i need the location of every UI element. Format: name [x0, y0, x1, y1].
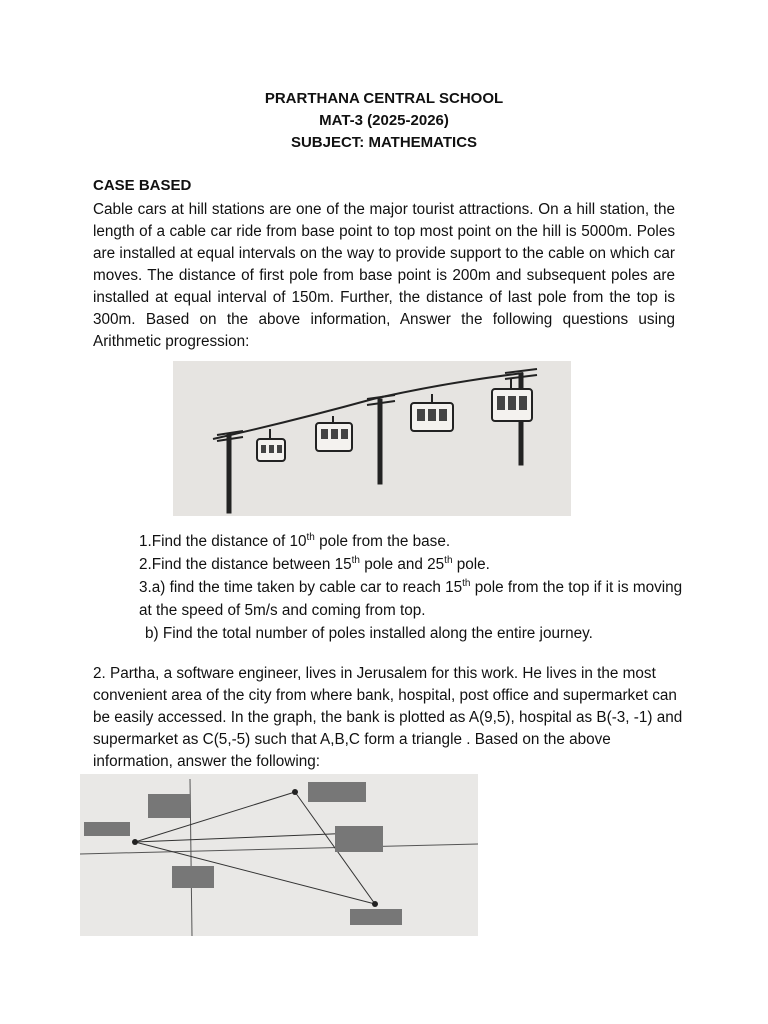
subject-line: SUBJECT: MATHEMATICS — [290, 134, 478, 151]
question-2: 2.Find the distance between 15th pole and 25th pole. — [139, 554, 490, 573]
case-based-heading: CASE BASED — [93, 177, 192, 194]
question-3a: 3.a) find the time taken by cable car to reach 15th pole from the top if it is moving at the speed of 5m/s and coming from top. — [139, 577, 683, 619]
exam-code: MAT-3 (2025-2026) — [319, 112, 449, 129]
cable-car-illustration — [173, 361, 571, 516]
question-3b: b) Find the total number of poles installed along the entire journey. — [145, 625, 593, 642]
cable-car-drawing — [173, 361, 571, 516]
problem-2-paragraph: 2. Partha, a software engineer, lives in Jerusalem for this work. He lives in the most convenient area of the city from where bank, hospital, post office and supermarket can be easily accessed. In the graph, the bank is plotted as A(9,5), hospital as B(-3, -1) and supermarket as C(5,-5) such that A,B,C form a triangle . Based on the above information, answer the following: — [93, 665, 683, 770]
coordinate-graph-image — [80, 774, 478, 936]
question-list — [139, 530, 699, 645]
question-1: 1.Find the distance of 10th pole from the base. — [139, 531, 451, 550]
case-paragraph: Cable cars at hill stations are one of the major tourist attractions. On a hill station, the length of a cable car ride from base point to top most point on the hill is 5000m. Poles are installed at equal intervals on the way to provide support to the cable on which car moves. The distance of first pole from base point is 200m and subsequent poles are installed at equal interval of 150m. Further, the distance of last pole from the top is 300m. Based on the above information, Answer the following questions using Arithmetic progression: — [93, 201, 675, 350]
graph-drawing — [80, 774, 478, 936]
document-header — [0, 88, 768, 154]
school-name: PRARTHANA CENTRAL SCHOOL — [264, 90, 504, 107]
